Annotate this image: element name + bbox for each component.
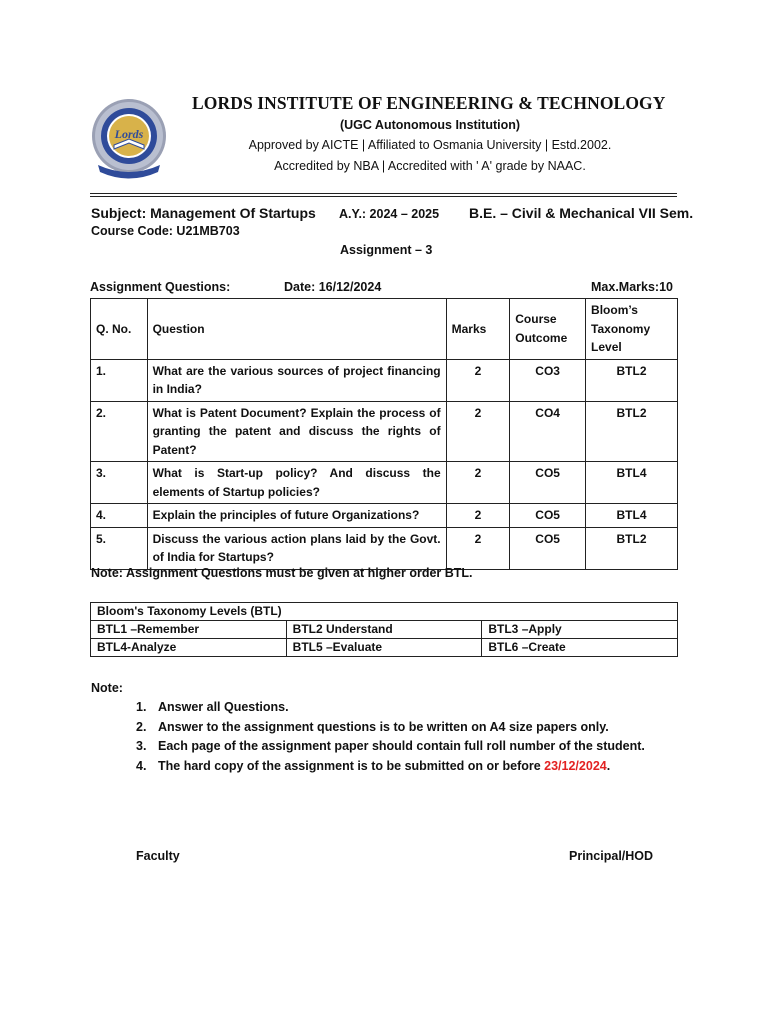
qno-cell: 4. [91,504,148,528]
co-cell: CO4 [510,401,586,462]
table-header-row [91,299,678,360]
table-row [91,504,678,528]
btl-cell: BTL2 [586,527,678,569]
accreditation-line: Accredited by NBA | Accredited with ' A' grade by NAAC. [274,159,586,173]
table-row [91,621,678,639]
program: B.E. – Civil & Mechanical VII Sem. [469,205,694,221]
header-divider [90,193,677,194]
co-cell: CO5 [510,527,586,569]
question-cell: What is Patent Document? Explain the process of granting the patent and discuss the rights of Patent? [147,401,446,462]
marks-cell: 2 [446,504,510,528]
co-cell: CO5 [510,504,586,528]
header-bloom: Bloom’s Taxonomy Level [586,299,678,360]
marks-cell: 2 [446,401,510,462]
svg-text:Lords: Lords [114,127,144,141]
qno-cell: 3. [91,462,148,504]
bloom-level-cell: BTL5 –Evaluate [286,639,482,657]
header-question: Question [147,299,446,360]
course-code: Course Code: U21MB703 [91,224,240,238]
btl-cell: BTL4 [586,462,678,504]
institute-logo [90,93,168,183]
qno-cell: 2. [91,401,148,462]
question-cell: Explain the principles of future Organizations? [147,504,446,528]
approval-line: Approved by AICTE | Affiliated to Osmania University | Estd.2002. [248,138,612,152]
bloom-table-title: Bloom's Taxonomy Levels (BTL) [91,603,678,621]
bloom-levels-table [90,602,678,657]
table-row [91,527,678,569]
due-date: 23/12/2024 [544,758,607,773]
list-item: 1. Answer all Questions. [136,700,289,714]
btl-note: Note: Assignment Questions must be given at higher order BTL. [91,566,473,580]
header-course-outcome: Course Outcome [510,299,586,360]
btl-cell: BTL2 [586,359,678,401]
subject: Subject: Management Of Startups [91,205,316,221]
header-qno: Q. No. [91,299,148,360]
list-item: 2. Answer to the assignment questions is to be written on A4 size papers only. [136,719,609,734]
co-cell: CO5 [510,462,586,504]
max-marks: Max.Marks:10 [591,280,673,294]
notes-list [136,698,645,776]
list-item: 3. Each page of the assignment paper should contain full roll number of the student. [136,739,645,753]
header-divider-double [90,196,677,197]
qno-cell: 5. [91,527,148,569]
question-cell: Discuss the various action plans laid by the Govt. of India for Startups? [147,527,446,569]
principal-signature: Principal/HOD [569,849,654,863]
table-row [91,401,678,462]
question-cell: What is Start-up policy? And discuss the elements of Startup policies? [147,462,446,504]
questions-table [90,298,678,570]
autonomy-line: (UGC Autonomous Institution) [339,118,521,132]
notes-title: Note: [91,681,123,695]
assignment-number: Assignment – 3 [340,243,433,257]
bloom-level-cell: BTL2 Understand [286,621,482,639]
marks-cell: 2 [446,462,510,504]
faculty-signature: Faculty [136,849,180,863]
list-item: 4. The hard copy of the assignment is to be submitted on or before 23/12/2024. [136,758,611,773]
co-cell: CO3 [510,359,586,401]
qno-cell: 1. [91,359,148,401]
header-marks: Marks [446,299,510,360]
table-row [91,462,678,504]
bloom-level-cell: BTL3 –Apply [482,621,678,639]
bloom-level-cell: BTL4-Analyze [91,639,287,657]
question-cell: What are the various sources of project financing in India? [147,359,446,401]
marks-cell: 2 [446,527,510,569]
institute-name: LORDS INSTITUTE OF ENGINEERING & TECHNOLOGY [192,93,666,113]
table-row [91,359,678,401]
btl-cell: BTL2 [586,401,678,462]
academic-year: A.Y.: 2024 – 2025 [339,207,440,221]
table-row [91,639,678,657]
bloom-level-cell: BTL6 –Create [482,639,678,657]
btl-cell: BTL4 [586,504,678,528]
questions-label: Assignment Questions: [90,280,231,294]
assignment-date: Date: 16/12/2024 [284,280,382,294]
marks-cell: 2 [446,359,510,401]
bloom-level-cell: BTL1 –Remember [91,621,287,639]
